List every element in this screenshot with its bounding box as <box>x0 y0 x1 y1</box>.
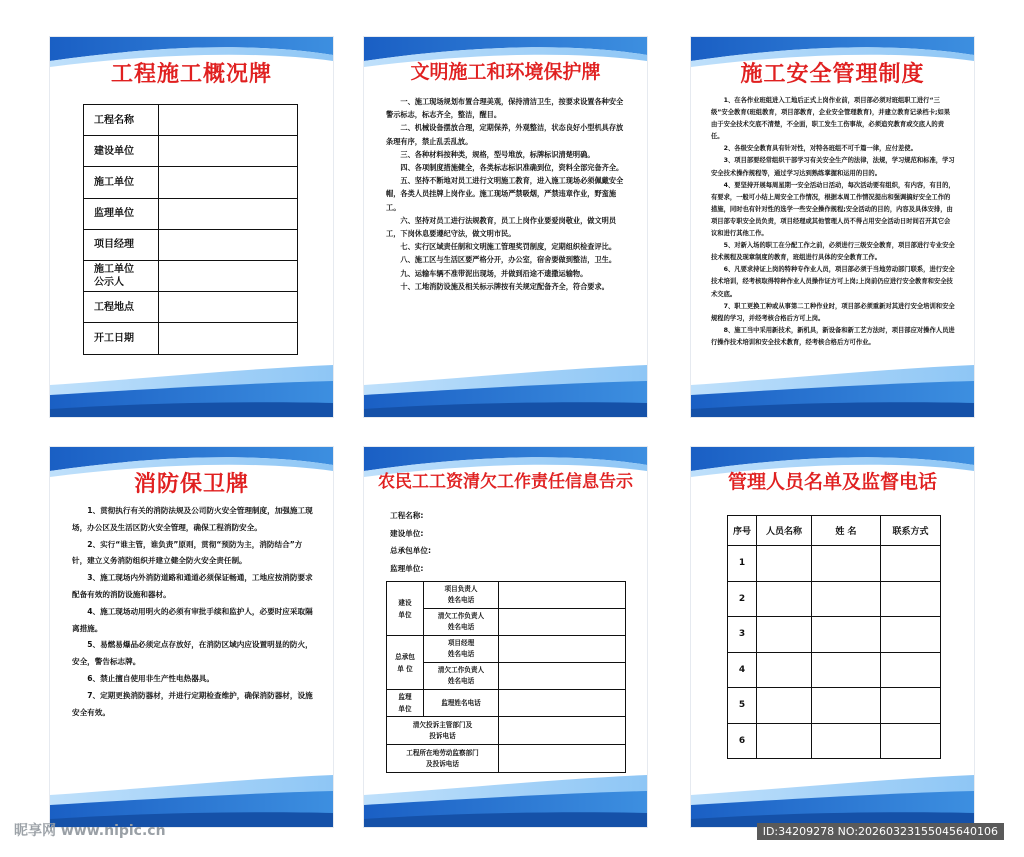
cell <box>757 652 812 688</box>
table-row <box>728 652 941 688</box>
rule-item: 1、贯彻执行有关的消防法规及公司防火安全管理制度，加强施工现场，办公区及生活区防火安全管理，确保工程消防安全。 <box>72 506 313 532</box>
cell <box>757 688 812 724</box>
rule-item: 3、项目部要经常组织干部学习有关安全生产的法律，法规，学习规范和标准，学习安全技术操作规程等，通过学习达到熟练掌握和运用的目的。 <box>711 157 955 177</box>
table-row <box>728 581 941 617</box>
row-label: 监理单位 <box>84 198 159 229</box>
field-label: 监理单位: <box>390 563 424 573</box>
cell <box>757 617 812 653</box>
cell <box>881 652 941 688</box>
row-label: 工程名称 <box>84 105 159 136</box>
row-label: 项目经理 <box>84 229 159 260</box>
board-title: 施工安全管理制度 <box>740 62 925 87</box>
field-label: 建设单位: <box>390 528 424 538</box>
item-label: 监理姓名电话 <box>424 690 499 717</box>
rule-item: 七、实行区域责任制和文明施工管理奖罚制度，定期组织检查评比。 <box>400 242 617 252</box>
row-number: 3 <box>728 617 757 653</box>
cell <box>757 723 812 759</box>
footer-wave <box>691 775 974 827</box>
rule-item: 8、施工当中采用新技术，新机具，新设备和新工艺方法时，项目部应对操作人员进行操作技术培训和安全技术教育，经考核合格后方可作业。 <box>711 326 955 346</box>
rules-text <box>72 503 315 721</box>
rule-item: 4、要坚持开展每周星期一安全活动日活动，每次活动要有组织，有内容，有目的，有要求，一般可小结上周安全工作情况，根据本周工作情况提出和强调搞好安全工作的措施，同时也有针对性的选学一些安全操作规程;安全活动的目的，内容及具体安排，由项目部专职安全员负责，项目经理或其他管理人员不得占用安全活动日时间召开其它会议和进行其他工作。 <box>711 181 955 238</box>
group-label: 总承包 单 位 <box>387 636 424 690</box>
wage-table <box>386 581 626 773</box>
row-label: 建设单位 <box>84 136 159 167</box>
table-row <box>728 688 941 724</box>
rule-item: 5、对新入场的职工在分配工作之前，必须进行三级安全教育，项目部进行专业安全技术规程及现章制度的教育，班组进行具体的安全教育工作。 <box>711 242 955 262</box>
row-value <box>159 136 298 167</box>
table-row <box>84 323 298 354</box>
board-title: 工程施工概况牌 <box>110 62 272 87</box>
item-value <box>499 717 626 745</box>
watermark-id: ID:34209278 NO:20260323155045640106 <box>757 823 1004 840</box>
footer-wave <box>691 365 974 417</box>
row-number: 6 <box>728 723 757 759</box>
group-label: 监理 单位 <box>387 690 424 717</box>
footer-wave <box>364 365 647 417</box>
cell <box>881 617 941 653</box>
cell <box>812 723 881 759</box>
rule-item: 十、工地消防设施及相关标示牌按有关规定配备齐全，符合要求。 <box>400 281 609 291</box>
staff-table <box>727 515 941 759</box>
row-number: 2 <box>728 581 757 617</box>
table-row <box>84 136 298 167</box>
field-label: 总承包单位: <box>390 546 432 555</box>
cell <box>812 688 881 724</box>
item-value <box>499 663 626 690</box>
item-label: 清欠工作负责人 姓名电话 <box>424 609 499 636</box>
board-title: 消防保卫牌 <box>133 472 249 497</box>
rule-item: 八、施工区与生活区要严格分开，办公室，宿舍要做到整洁，卫生。 <box>400 255 617 265</box>
table-row <box>728 617 941 653</box>
rule-item: 2、实行“谁主管，谁负责”原则，贯彻“预防为主，消防结合”方针，建立义务消防组织并建立健全防火安全责任制。 <box>72 539 303 566</box>
item-label: 清欠投诉主管部门及 投诉电话 <box>387 717 499 745</box>
table-row <box>84 167 298 198</box>
table-header-row <box>728 516 941 546</box>
board-fire-security <box>50 447 333 827</box>
cell <box>757 546 812 582</box>
row-label: 工程地点 <box>84 292 159 323</box>
row-value <box>159 229 298 260</box>
rule-item: 二、机械设备摆放合理，定期保养，外观整洁，状态良好小型机具存放条理有序，禁止乱丢乱放。 <box>386 123 624 146</box>
row-number: 5 <box>728 688 757 724</box>
cell <box>881 723 941 759</box>
cell <box>812 581 881 617</box>
table-row <box>387 745 626 773</box>
row-value <box>159 260 298 291</box>
rule-item: 6、凡要求持证上岗的特种专作业人员，项目部必须于当地劳动部门联系，进行安全技术培训，经考核取得特种作业人员操作证方可上岗;上岗前仍应进行安全教育和安全技术交底。 <box>711 266 955 298</box>
cell <box>881 546 941 582</box>
row-value <box>159 167 298 198</box>
rule-item: 九、运输车辆不准带泥出现场，并做到沿途不遗撒运输物。 <box>400 268 588 278</box>
cell <box>812 652 881 688</box>
table-row <box>84 198 298 229</box>
rule-item: 三、各种材料按种类，规格，型号堆放，标牌标识清楚明确。 <box>400 149 595 159</box>
column-header: 姓 名 <box>812 516 881 546</box>
field-label: 工程名称: <box>390 511 424 520</box>
table-row <box>387 717 626 745</box>
rule-item: 一、施工现场规划布置合理美观，保持清洁卫生，按要求设置各种安全警示标志，标志齐全，整洁，醒目。 <box>386 97 624 120</box>
item-value <box>499 690 626 717</box>
column-header: 序号 <box>728 516 757 546</box>
item-label: 工程所在地劳动监察部门 及投诉电话 <box>387 745 499 773</box>
watermark-logo: 昵享网 www.nipic.cn <box>14 823 166 839</box>
row-value <box>159 198 298 229</box>
cell <box>881 688 941 724</box>
rules-text <box>711 95 956 349</box>
rule-item: 四、各项制度措施健全，各类标志标识准确到位，资料全部完备齐全。 <box>400 163 624 173</box>
item-label: 项目经理 姓名电话 <box>424 636 499 663</box>
table-row <box>728 546 941 582</box>
table-row <box>387 636 626 663</box>
rule-item: 六、坚持对员工进行法规教育，员工上岗作业要爱岗敬业，做文明员工，下岗休息要遵纪守法，做文明市民。 <box>386 215 617 239</box>
table-row <box>84 260 298 291</box>
rule-item: 1、在各作业班组进入工地后正式上岗作业前，项目部必须对班组职工进行“三级”安全教育(班组教育，项目部教育，企业安全管理教育)，并建立教育记录档卡;如果由于安全技术交底不清楚，不全面，职工发生工伤事故，必须追究教育或交底人的责任。 <box>711 97 951 141</box>
rule-item: 6、禁止擅自使用非生产性电热器具。 <box>87 673 214 683</box>
item-value <box>499 636 626 663</box>
table-row <box>84 292 298 323</box>
row-value <box>159 292 298 323</box>
footer-wave <box>50 365 333 417</box>
table-row <box>387 582 626 609</box>
table-row <box>728 723 941 759</box>
rule-item: 五、坚持不断地对员工进行文明施工教育，进入施工现场必须佩戴安全帽，各类人员挂牌上岗作业。施工现场严禁吸烟，严禁违章作业，野蛮施工。 <box>386 176 624 212</box>
row-label: 施工单位 公示人 <box>84 260 159 291</box>
item-value <box>499 609 626 636</box>
rule-item: 5、易燃易爆品必须定点存放好，在消防区域内应设置明显的防火，安全，警告标志牌。 <box>72 640 313 667</box>
rule-item: 7、定期更换消防器材，并进行定期检查维护，确保消防器材，设施安全有效。 <box>72 690 313 717</box>
row-label: 开工日期 <box>84 323 159 354</box>
row-value <box>159 105 298 136</box>
cell <box>881 581 941 617</box>
item-label: 清欠工作负责人 姓名电话 <box>424 663 499 690</box>
cell <box>757 581 812 617</box>
item-value <box>499 745 626 773</box>
row-label: 施工单位 <box>84 167 159 198</box>
overview-table <box>83 104 298 355</box>
board-title: 农民工工资清欠工作责任信息告示 <box>378 472 633 492</box>
info-fields <box>390 507 431 577</box>
table-row <box>84 105 298 136</box>
board-title: 文明施工和环境保护牌 <box>410 61 601 83</box>
board-wage-notice <box>364 447 647 827</box>
table-row <box>387 690 626 717</box>
row-number: 4 <box>728 652 757 688</box>
board-staff-list <box>691 447 974 827</box>
cell <box>812 617 881 653</box>
board-safety-management <box>691 37 974 417</box>
item-value <box>499 582 626 609</box>
rule-item: 3、施工现场内外消防道路和通道必须保证畅通，工地应按消防要求配备有效的消防设施和器材。 <box>72 573 313 599</box>
rules-text <box>386 95 629 293</box>
item-label: 项目负责人 姓名电话 <box>424 582 499 609</box>
board-civilized-construction <box>364 37 647 417</box>
column-header: 人员名称 <box>757 516 812 546</box>
row-number: 1 <box>728 546 757 582</box>
board-title: 管理人员名单及监督电话 <box>727 471 937 493</box>
footer-wave <box>364 775 647 827</box>
rule-item: 4、施工现场动用明火的必须有审批手续和监护人，必要时应采取隔离措施。 <box>72 606 313 633</box>
cell <box>812 546 881 582</box>
group-label: 建设 单位 <box>387 582 424 636</box>
rule-item: 7、职工更换工种或从事第二工种作业时，项目部必须重新对其进行安全培训和安全规程的学习，并经考核合格后方可上岗。 <box>711 302 955 322</box>
rule-item: 2、各级安全教育具有针对性，对特各班组不可千篇一律，应付差使。 <box>723 145 917 153</box>
board-project-overview <box>50 37 333 417</box>
table-row <box>84 229 298 260</box>
column-header: 联系方式 <box>881 516 941 546</box>
row-value <box>159 323 298 354</box>
